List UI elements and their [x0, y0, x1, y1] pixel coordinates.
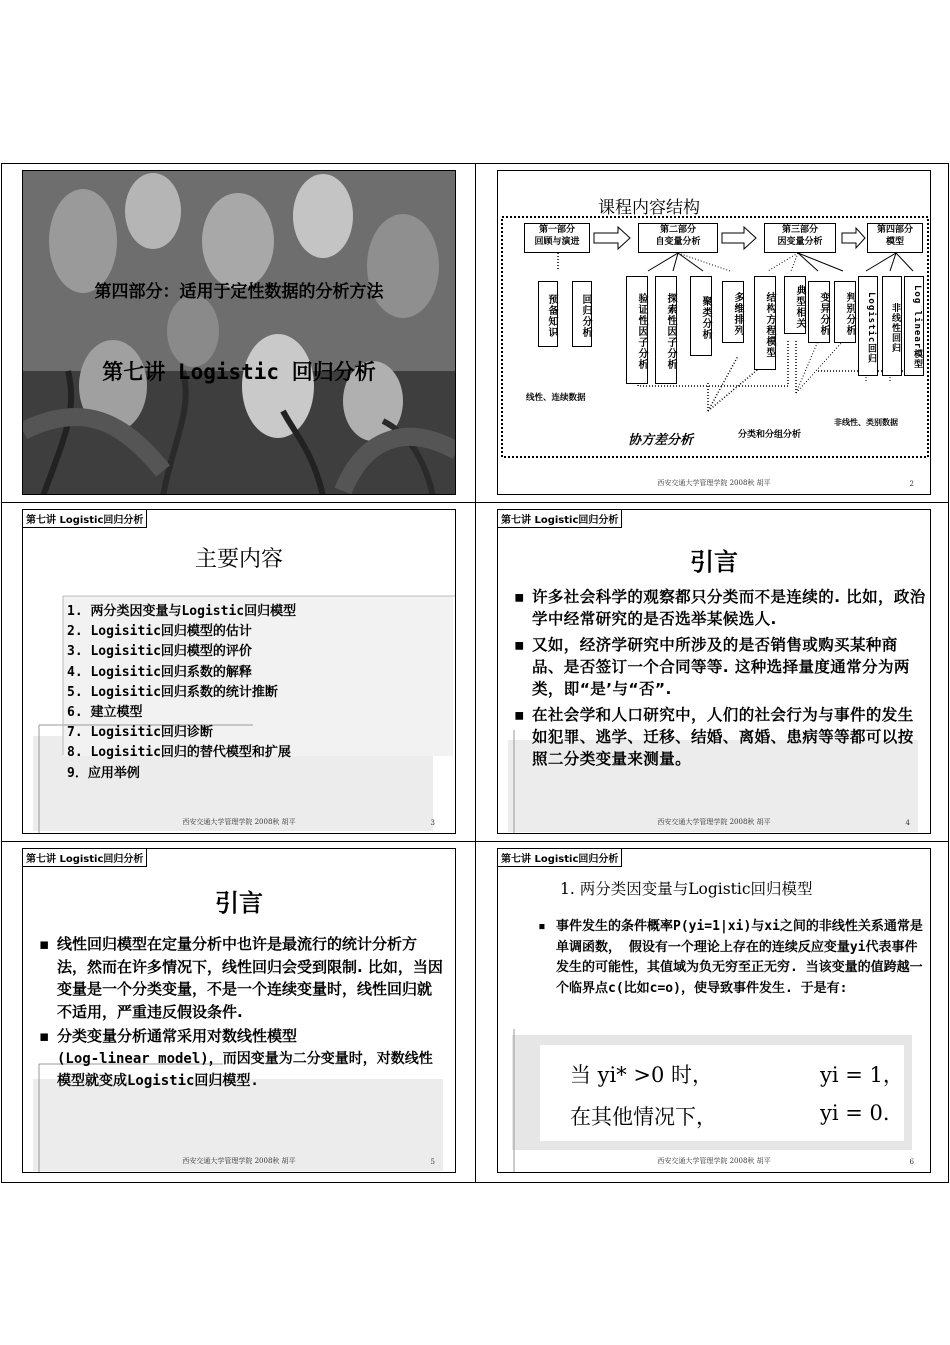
- slide-cell-3: [1, 502, 476, 842]
- part-title: 第四部分：适用于定性数据的分析方法: [94, 282, 384, 302]
- equation-line-1-right: yi = 1，: [820, 1063, 904, 1087]
- slide-cell-4: [475, 502, 949, 842]
- bullet-item: ▪ 线性回归模型在定量分析中也许是最流行的统计分析方法，然而在许多情况下，线性回归会受到限制. 比如，当因变量是一个分类变量，不是一个连续变量时，线性回归就不适用，严重违反假设条件.: [39, 933, 445, 1023]
- slide-2: [497, 170, 931, 495]
- label-covariance: 协方差分析: [628, 433, 694, 448]
- equation-line-2-left: 在其他情况下，: [570, 1105, 717, 1129]
- item-box-6: 多维排列: [722, 281, 744, 343]
- list-item: 8. Logisitic回归的替代模型和扩展: [67, 745, 291, 761]
- footer: 西安交通大学管理学院 2008秋 胡平: [182, 1157, 296, 1165]
- equation-box: [540, 1045, 904, 1141]
- bullet-list: [538, 917, 926, 999]
- slide-cell-1: [1, 163, 476, 503]
- slide-cell-2: [475, 163, 949, 503]
- list-item: 5. Logisitic回归系数的统计推断: [67, 684, 278, 700]
- handout-sheet: [1, 163, 949, 1183]
- item-box-2: 回归分析: [572, 281, 592, 347]
- footer: 西安交通大学管理学院 2008秋 胡平: [182, 818, 296, 826]
- list-item: 3. Logisitic回归模型的评价: [67, 644, 252, 660]
- page-number: 5: [430, 1158, 435, 1166]
- footer: 西安交通大学管理学院 2008秋 胡平: [657, 818, 771, 826]
- item-box-3: 验证性因子分析: [626, 276, 648, 384]
- slide-title: 引言: [215, 889, 263, 917]
- item-box-5: 聚类分析: [690, 276, 712, 356]
- list-item: 7. Logisitic回归诊断: [67, 725, 213, 741]
- list-item: 4. Logisitic回归系数的解释: [67, 664, 252, 680]
- tulip-photo: [23, 171, 456, 495]
- contents-list: [67, 602, 296, 784]
- list-item: 2. Logisitic回归模型的估计: [67, 624, 252, 640]
- list-item: 1. 两分类因变量与Logistic回归模型: [67, 604, 297, 619]
- footer: 西安交通大学管理学院 2008秋 胡平: [657, 1157, 771, 1165]
- bullet-item: ▪ 在社会学和人口研究中，人们的社会行为与事件的发生如犯罪、逃学、迁移、结婚、离婚、患病等等都可以按照二分类变量来测量。: [514, 704, 926, 770]
- item-box-8: 典型相关: [784, 276, 806, 334]
- label-linear: 线性、连续数据: [526, 393, 586, 403]
- slide-title: 主要内容: [194, 547, 283, 572]
- item-box-1: 预备知识: [538, 281, 558, 347]
- label-nonlinear: 非线性、类别数据: [834, 418, 898, 427]
- part2-box: 第二部分 自变量分析: [638, 223, 718, 253]
- page-number: 6: [909, 1158, 914, 1166]
- item-box-13: Log linear模型: [904, 276, 924, 376]
- slide-1: [22, 170, 456, 495]
- bullet-list: [514, 586, 926, 770]
- lecture-tag: 第七讲 Logistic回归分析: [23, 849, 147, 867]
- item-box-10: 判别分析: [834, 281, 856, 343]
- slide-title: 引言: [690, 548, 738, 576]
- bullet-item: ▪ 事件发生的条件概率P(yi=1|xi)与xi之间的非线性关系通常是单调函数， 假设有一个理论上存在的连续反应变量yi代表事件发生的可能性，其值域为负无穷至正无穷. 当该变量的值跨越一个临界点c(比如c=o)，使导致事件发生. 于是有:: [538, 917, 926, 999]
- label-classify: 分类和分组分析: [738, 430, 802, 440]
- bullet-item: ▪ 许多社会科学的观察都只分类而不是连续的. 比如，政治学中经常研究的是否选举某候选人.: [514, 586, 926, 630]
- slide-4: [497, 509, 931, 834]
- list-item: 6. 建立模型: [67, 705, 143, 721]
- lecture-tag: 第七讲 Logistic回归分析: [23, 510, 147, 528]
- slide-6: [497, 848, 931, 1173]
- page-number: 3: [430, 819, 435, 827]
- part4-box: 第四部分 模型: [867, 223, 923, 253]
- equation-line-1-left: 当 yi* >0 时，: [570, 1063, 714, 1087]
- footer: 西安交通大学管理学院 2008秋 胡平: [657, 479, 771, 487]
- slide-cell-5: [1, 841, 476, 1183]
- bullet-item: ▪ 分类变量分析通常采用对数线性模型: [39, 1025, 445, 1048]
- part3-box: 第三部分 因变量分析: [764, 223, 836, 253]
- item-box-9: 变异分析: [808, 281, 830, 343]
- bullet-item: ▪ 又如，经济学研究中所涉及的是否销售或购买某种商品、是否签订一个合同等等. 这种选择量度通常分为两类，即“是’与“否”.: [514, 634, 926, 700]
- item-box-12: 非线性回归: [882, 276, 902, 376]
- page-number: 2: [909, 480, 914, 488]
- item-box-11: Logistic回归: [858, 276, 878, 376]
- bullet-continuation: (Log-linear model)，而因变量为二分变量时，对数线性模型就变成Logistic回归模型.: [57, 1050, 433, 1089]
- list-item: 9．应用举例: [67, 765, 140, 781]
- page-number: 4: [905, 819, 910, 827]
- item-box-7: 结构方程模型: [754, 276, 776, 370]
- lecture-tag: 第七讲 Logistic回归分析: [498, 849, 622, 867]
- lecture-title: 第七讲 Logistic 回归分析: [102, 360, 376, 384]
- lecture-tag: 第七讲 Logistic回归分析: [498, 510, 622, 528]
- slide-title: 课程内容结构: [598, 198, 700, 218]
- slide-title: 1. 两分类因变量与Logistic回归模型: [560, 880, 813, 898]
- part1-box: 第一部分 回顾与演进: [524, 223, 590, 253]
- slide-3: [22, 509, 456, 834]
- bullet-list: [39, 933, 445, 1093]
- item-box-4: 探索性因子分析: [655, 276, 677, 384]
- equation-line-2-right: yi = 0.: [820, 1101, 890, 1125]
- slide-5: [22, 848, 456, 1173]
- slide-cell-6: [475, 841, 949, 1183]
